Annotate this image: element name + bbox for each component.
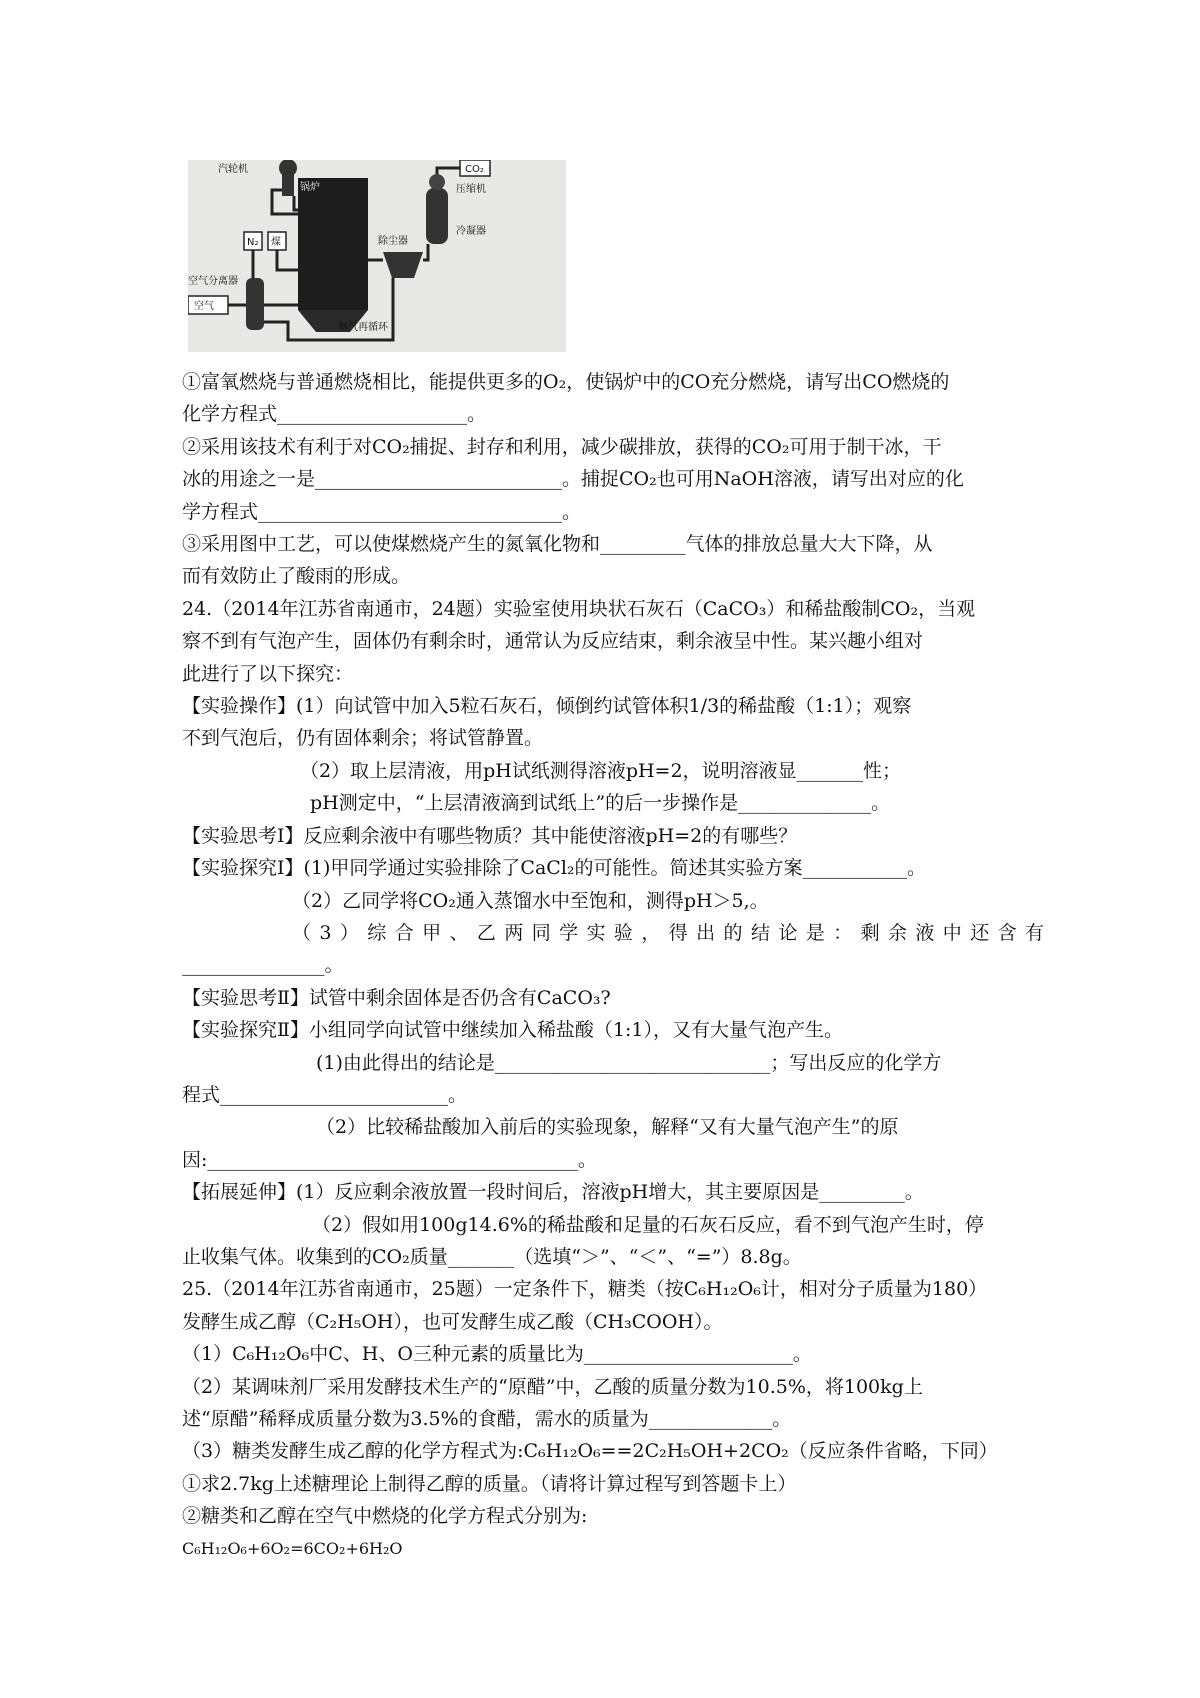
text-line: 学方程式________________________________。 (182, 500, 582, 523)
label-turbine: 汽轮机 (218, 164, 248, 175)
air-separator-shape (246, 278, 264, 330)
text-line: （3）糖类发酵生成乙醇的化学方程式为:C₆H₁₂O₆==2C₂H₅OH+2CO₂（反应条件省略，下同） (182, 1440, 998, 1463)
text-line: （3）综合甲、乙两同学实验，得出的结论是：剩余液中还含有 (292, 921, 1044, 944)
text-line: 【实验思考Ⅰ】反应剩余液中有哪些物质？其中能使溶液pH=2的有哪些？ (182, 824, 798, 847)
text-line: 而有效防止了酸雨的形成。 (182, 565, 411, 588)
text-line: （2）乙同学将CO₂通入蒸馏水中至饱和，测得pH＞5,。 (292, 889, 769, 912)
text-line: （2）取上层清液，用pH试纸测得溶液pH=2，说明溶液显_______性； (300, 759, 902, 782)
text-line: (1)由此得出的结论是_____________________________；写出反应的化学方 (316, 1051, 942, 1074)
text-line: 【实验探究Ⅰ】(1)甲同学通过实验排除了CaCl₂的可能性。简述其实验方案___________。 (182, 857, 927, 880)
label-flue-gas: 烟气再循环 (338, 322, 388, 333)
text-line: 【拓展延伸】(1）反应剩余液放置一段时间后，溶液pH增大，其主要原因是_________。 (182, 1181, 924, 1204)
boiler-shape (298, 178, 368, 310)
text-line: 化学方程式____________________。 (182, 403, 487, 426)
label-n2: N₂ (247, 237, 259, 248)
label-dust: 除尘器 (378, 236, 408, 247)
label-boiler: 锅炉 (300, 182, 320, 193)
text-line: 此进行了以下探究： (182, 662, 354, 685)
text-line: pH测定中，“上层清液滴到试纸上”的后一步操作是______________。 (310, 792, 891, 815)
equation-line: C₆H₁₂O₆+6O₂=6CO₂+6H₂O (182, 1538, 403, 1558)
text-line: （2）某调味剂厂采用发酵技术生产的“原醋”中，乙酸的质量分数为10.5%，将100kg上 (182, 1375, 923, 1398)
text-line: （1）C₆H₁₂O₆中C、H、O三种元素的质量比为______________________。 (182, 1343, 812, 1366)
text-line: （2）假如用100g14.6%的稀盐酸和足量的石灰石反应，看不到气泡产生时，停 (312, 1213, 984, 1236)
label-condenser: 冷凝器 (456, 226, 486, 237)
text-line: ③采用图中工艺，可以使煤燃烧产生的氮氧化物和_________气体的排放总量大大下降，从 (182, 533, 933, 556)
text-line: 因:_______________________________________。 (182, 1148, 597, 1171)
condenser-shape (426, 188, 448, 244)
text-line: 察不到有气泡产生，固体仍有剩余时，通常认为反应结束，剩余液呈中性。某兴趣小组对 (182, 630, 924, 653)
text-line: 止收集气体。收集到的CO₂质量_______（选填“＞”、“＜”、“=”）8.8g。 (182, 1245, 802, 1268)
text-line: ①富氧燃烧与普通燃烧相比，能提供更多的O₂，使锅炉中的CO充分燃烧，请写出CO燃烧的 (182, 371, 950, 393)
text-line: 程式________________________。 (182, 1083, 468, 1106)
turbine-stem (282, 174, 294, 196)
label-air: 空气 (194, 301, 214, 312)
text-line: 发酵生成乙醇（C₂H₅OH），也可发酵生成乙酸（CH₃COOH）。 (182, 1310, 723, 1333)
text-line: （2）比较稀盐酸加入前后的实验现象，解释“又有大量气泡产生”的原 (316, 1116, 899, 1139)
label-coal: 煤 (271, 237, 281, 248)
text-line: 述“原醋”稀释成质量分数为3.5%的食醋，需水的质量为_____________。 (182, 1408, 792, 1430)
label-compressor: 压缩机 (456, 184, 486, 195)
label-co2: CO₂ (465, 164, 484, 175)
question-25-heading: 25.（2014年江苏省南通市，25题）一定条件下，糖类（按C₆H₁₂O₆计，相对分子质量为180） (182, 1278, 988, 1301)
text-line: ②采用该技术有利于对CO₂捕捉、封存和利用，减少碳排放，获得的CO₂可用于制干冰，干 (182, 435, 942, 458)
process-diagram (188, 160, 566, 352)
text-line: 不到气泡后，仍有固体剩余；将试管静置。 (182, 727, 544, 750)
text-line: ①求2.7kg上述糖理论上制得乙醇的质量。（请将计算过程写到答题卡上） (182, 1472, 797, 1495)
document-body (182, 366, 1044, 1565)
text-line: _______________。 (182, 954, 344, 977)
question-24-heading: 24.（2014年江苏省南通市，24题）实验室使用块状石灰石（CaCO₃）和稀盐酸制CO₂，当观 (182, 597, 976, 620)
label-air-separator: 空气分离器 (188, 276, 238, 287)
compressor-shape (429, 174, 445, 190)
text-line: ②糖类和乙醇在空气中燃烧的化学方程式分别为: (182, 1505, 588, 1528)
text-line: 【实验操作】(1）向试管中加入5粒石灰石，倾倒约试管体积1/3的稀盐酸（1:1）；观察 (182, 695, 912, 718)
text-line: 冰的用途之一是__________________________。捕捉CO₂也可用NaOH溶液，请写出对应的化 (182, 468, 964, 491)
text-line: 【实验思考Ⅱ】试管中剩余固体是否仍含有CaCO₃? (182, 986, 611, 1009)
text-line: 【实验探究Ⅱ】小组同学向试管中继续加入稀盐酸（1:1），又有大量气泡产生。 (182, 1019, 843, 1042)
